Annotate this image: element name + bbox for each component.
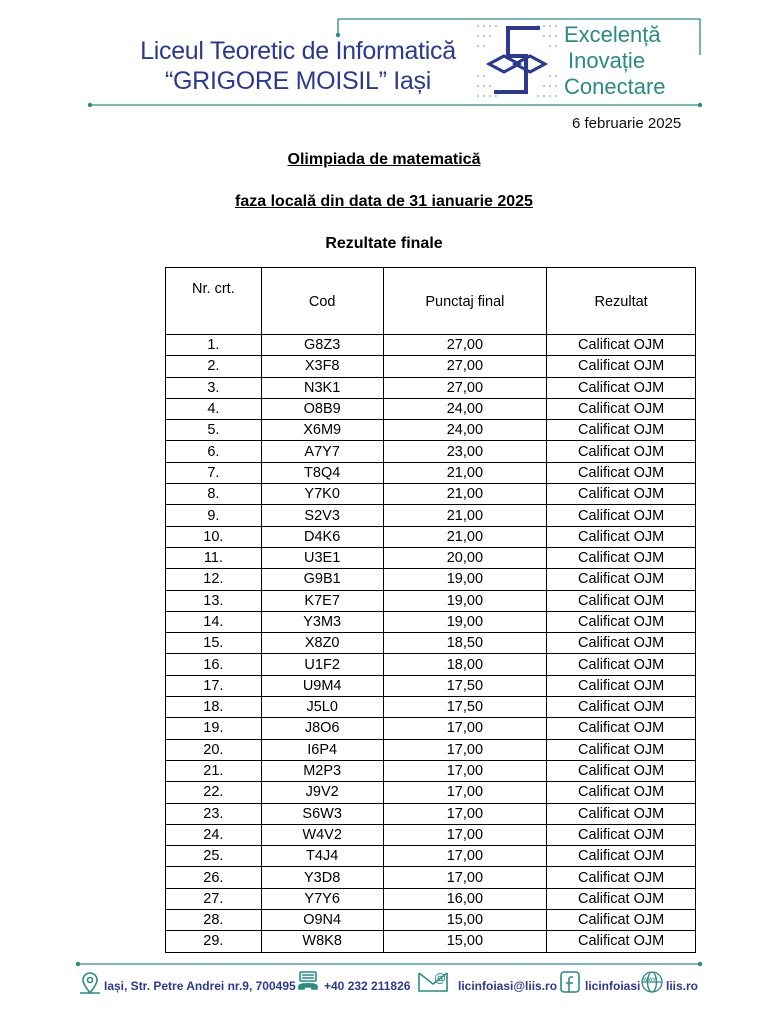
table-row (166, 462, 696, 483)
email-icon (417, 969, 453, 993)
cell-rezultat: Calificat OJM (547, 335, 696, 356)
cell-cod: A7Y7 (261, 441, 383, 462)
cell-punctaj: 27,00 (383, 356, 547, 377)
table-row (166, 611, 696, 632)
cell-nr-crt: 10. (166, 526, 262, 547)
web-icon (640, 970, 664, 994)
table-row (166, 633, 696, 654)
cell-cod: N3K1 (261, 377, 383, 398)
table-row (166, 590, 696, 611)
table-row (166, 654, 696, 675)
cell-cod: T8Q4 (261, 462, 383, 483)
cell-rezultat: Calificat OJM (547, 888, 696, 909)
cell-nr-crt: 26. (166, 867, 262, 888)
cell-rezultat: Calificat OJM (547, 760, 696, 781)
cell-punctaj: 19,00 (383, 569, 547, 590)
document-title (0, 150, 768, 254)
cell-cod: J9V2 (261, 782, 383, 803)
cell-punctaj: 21,00 (383, 484, 547, 505)
table-row (166, 441, 696, 462)
cell-punctaj: 17,00 (383, 867, 547, 888)
cell-nr-crt: 21. (166, 760, 262, 781)
phone-icon (296, 970, 320, 994)
school-name-line1: Liceul Teoretic de Informatică (140, 37, 456, 65)
cell-rezultat: Calificat OJM (547, 590, 696, 611)
cell-rezultat: Calificat OJM (547, 377, 696, 398)
cell-rezultat: Calificat OJM (547, 462, 696, 483)
cell-cod: U3E1 (261, 547, 383, 568)
header-nr-crt: Nr. crt. (166, 268, 262, 335)
cell-rezultat: Calificat OJM (547, 526, 696, 547)
cell-rezultat: Calificat OJM (547, 356, 696, 377)
cell-punctaj: 20,00 (383, 547, 547, 568)
cell-rezultat: Calificat OJM (547, 420, 696, 441)
table-row (166, 398, 696, 419)
cell-rezultat: Calificat OJM (547, 718, 696, 739)
cell-cod: S6W3 (261, 803, 383, 824)
cell-nr-crt: 5. (166, 420, 262, 441)
motto-line-2: Inovație (568, 48, 646, 73)
cell-cod: X3F8 (261, 356, 383, 377)
table-row (166, 760, 696, 781)
cell-nr-crt: 9. (166, 505, 262, 526)
school-logo-icon (489, 28, 545, 92)
header-punctaj: Punctaj final (383, 268, 547, 335)
table-row (166, 739, 696, 760)
table-row (166, 420, 696, 441)
cell-punctaj: 17,50 (383, 675, 547, 696)
cell-cod: J8O6 (261, 718, 383, 739)
table-row (166, 335, 696, 356)
table-row (166, 867, 696, 888)
cell-rezultat: Calificat OJM (547, 547, 696, 568)
title-results: Rezultate finale (325, 235, 443, 252)
cell-punctaj: 27,00 (383, 335, 547, 356)
cell-punctaj: 24,00 (383, 420, 547, 441)
cell-rezultat: Calificat OJM (547, 846, 696, 867)
table-row (166, 697, 696, 718)
cell-punctaj: 16,00 (383, 888, 547, 909)
cell-rezultat: Calificat OJM (547, 441, 696, 462)
table-row (166, 526, 696, 547)
cell-rezultat: Calificat OJM (547, 697, 696, 718)
table-body (166, 335, 696, 953)
facebook-icon (558, 969, 582, 995)
school-motto (564, 22, 666, 100)
table-row (166, 803, 696, 824)
footer-email: licinfoiasi@liis.ro (458, 979, 558, 993)
cell-punctaj: 27,00 (383, 377, 547, 398)
cell-rezultat: Calificat OJM (547, 867, 696, 888)
cell-punctaj: 21,00 (383, 462, 547, 483)
cell-cod: O9N4 (261, 910, 383, 931)
cell-nr-crt: 24. (166, 824, 262, 845)
header-cod: Cod (261, 268, 383, 335)
svg-text:@: @ (434, 971, 446, 985)
cell-nr-crt: 17. (166, 675, 262, 696)
cell-nr-crt: 23. (166, 803, 262, 824)
cell-nr-crt: 12. (166, 569, 262, 590)
motto-line-1: Excelență (564, 22, 661, 47)
cell-nr-crt: 4. (166, 398, 262, 419)
cell-rezultat: Calificat OJM (547, 782, 696, 803)
title-phase: faza locală din data de 31 ianuarie 2025 (235, 193, 533, 210)
table-row (166, 505, 696, 526)
cell-punctaj: 19,00 (383, 611, 547, 632)
cell-cod: J5L0 (261, 697, 383, 718)
cell-cod: X8Z0 (261, 633, 383, 654)
cell-nr-crt: 19. (166, 718, 262, 739)
cell-punctaj: 18,50 (383, 633, 547, 654)
cell-nr-crt: 16. (166, 654, 262, 675)
cell-rezultat: Calificat OJM (547, 824, 696, 845)
table-row (166, 888, 696, 909)
table-row (166, 675, 696, 696)
cell-punctaj: 17,00 (383, 739, 547, 760)
cell-nr-crt: 27. (166, 888, 262, 909)
table-row (166, 931, 696, 952)
cell-cod: S2V3 (261, 505, 383, 526)
cell-cod: G8Z3 (261, 335, 383, 356)
cell-cod: Y3M3 (261, 611, 383, 632)
cell-rezultat: Calificat OJM (547, 569, 696, 590)
cell-cod: Y7Y6 (261, 888, 383, 909)
cell-nr-crt: 14. (166, 611, 262, 632)
cell-punctaj: 15,00 (383, 910, 547, 931)
table-row (166, 569, 696, 590)
cell-cod: I6P4 (261, 739, 383, 760)
footer-phone: +40 232 211826 (324, 979, 411, 993)
table-row (166, 718, 696, 739)
cell-nr-crt: 7. (166, 462, 262, 483)
cell-nr-crt: 13. (166, 590, 262, 611)
table-row (166, 910, 696, 931)
cell-cod: X6M9 (261, 420, 383, 441)
cell-nr-crt: 1. (166, 335, 262, 356)
cell-punctaj: 19,00 (383, 590, 547, 611)
letterhead (0, 0, 768, 115)
table-row (166, 377, 696, 398)
cell-rezultat: Calificat OJM (547, 675, 696, 696)
cell-punctaj: 17,00 (383, 803, 547, 824)
cell-punctaj: 23,00 (383, 441, 547, 462)
cell-cod: T4J4 (261, 846, 383, 867)
cell-punctaj: 24,00 (383, 398, 547, 419)
cell-nr-crt: 25. (166, 846, 262, 867)
cell-rezultat: Calificat OJM (547, 739, 696, 760)
cell-rezultat: Calificat OJM (547, 803, 696, 824)
cell-cod: Y7K0 (261, 484, 383, 505)
cell-rezultat: Calificat OJM (547, 931, 696, 952)
school-name-line2: “GRIGORE MOISIL” Iași (165, 67, 431, 95)
cell-nr-crt: 18. (166, 697, 262, 718)
cell-rezultat: Calificat OJM (547, 654, 696, 675)
footer-address: Iași, Str. Petre Andrei nr.9, 700495 (104, 979, 296, 993)
cell-rezultat: Calificat OJM (547, 910, 696, 931)
footer-website: liis.ro (666, 979, 699, 993)
cell-rezultat: Calificat OJM (547, 611, 696, 632)
cell-nr-crt: 15. (166, 633, 262, 654)
cell-punctaj: 17,00 (383, 782, 547, 803)
svg-text:www: www (643, 976, 658, 983)
cell-nr-crt: 2. (166, 356, 262, 377)
cell-nr-crt: 8. (166, 484, 262, 505)
table-row (166, 824, 696, 845)
cell-nr-crt: 22. (166, 782, 262, 803)
cell-rezultat: Calificat OJM (547, 633, 696, 654)
cell-nr-crt: 3. (166, 377, 262, 398)
cell-punctaj: 18,00 (383, 654, 547, 675)
location-pin-icon (78, 971, 102, 995)
cell-punctaj: 21,00 (383, 526, 547, 547)
cell-punctaj: 15,00 (383, 931, 547, 952)
cell-nr-crt: 6. (166, 441, 262, 462)
table-row (166, 547, 696, 568)
cell-cod: U9M4 (261, 675, 383, 696)
cell-cod: M2P3 (261, 760, 383, 781)
cell-cod: D4K6 (261, 526, 383, 547)
cell-punctaj: 17,50 (383, 697, 547, 718)
cell-cod: G9B1 (261, 569, 383, 590)
cell-cod: W4V2 (261, 824, 383, 845)
cell-cod: K7E7 (261, 590, 383, 611)
cell-cod: O8B9 (261, 398, 383, 419)
cell-punctaj: 21,00 (383, 505, 547, 526)
cell-cod: W8K8 (261, 931, 383, 952)
cell-nr-crt: 11. (166, 547, 262, 568)
table-row (166, 846, 696, 867)
cell-nr-crt: 28. (166, 910, 262, 931)
title-competition: Olimpiada de matematică (287, 151, 481, 168)
cell-punctaj: 17,00 (383, 718, 547, 739)
cell-punctaj: 17,00 (383, 846, 547, 867)
document-date: 6 februarie 2025 (572, 115, 682, 132)
results-table (165, 267, 696, 953)
motto-line-3: Conectare (564, 74, 666, 99)
table-row (166, 782, 696, 803)
footer-facebook: licinfoiasi (585, 979, 641, 993)
table-row (166, 484, 696, 505)
cell-punctaj: 17,00 (383, 824, 547, 845)
cell-nr-crt: 20. (166, 739, 262, 760)
school-name (118, 36, 478, 96)
cell-rezultat: Calificat OJM (547, 505, 696, 526)
cell-nr-crt: 29. (166, 931, 262, 952)
table-row (166, 356, 696, 377)
dot-pattern (477, 25, 557, 97)
footer (0, 955, 768, 1024)
cell-cod: U1F2 (261, 654, 383, 675)
cell-rezultat: Calificat OJM (547, 398, 696, 419)
cell-rezultat: Calificat OJM (547, 484, 696, 505)
cell-cod: Y3D8 (261, 867, 383, 888)
table-header-row (166, 268, 696, 335)
cell-punctaj: 17,00 (383, 760, 547, 781)
header-rezultat: Rezultat (547, 268, 696, 335)
